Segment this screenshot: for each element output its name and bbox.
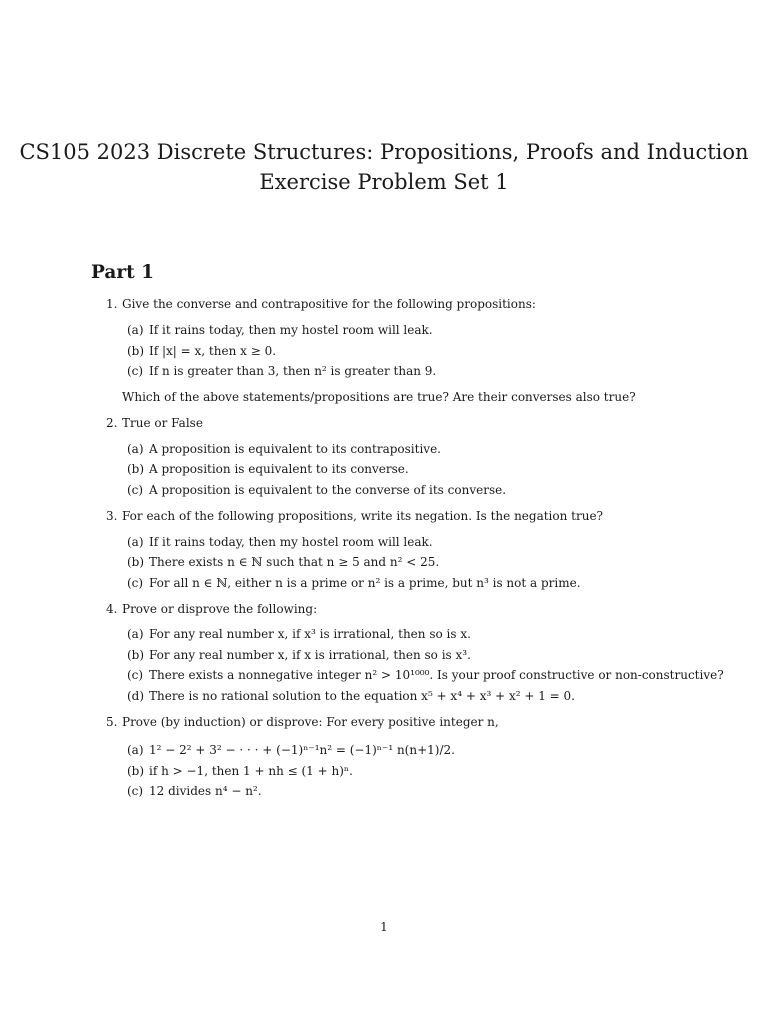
problem-4d-text: There is no rational solution to the equation x⁵ + x⁴ + x³ + x² + 1 = 0. (149, 689, 575, 703)
problem-2-text: True or False (122, 416, 203, 430)
problem-3-number: 3. (106, 509, 118, 523)
problem-5-number: 5. (106, 715, 118, 729)
problem-1b-label: (b) (127, 344, 145, 358)
problem-5a-label: (a) (127, 743, 144, 757)
problem-4-number: 4. (106, 602, 118, 616)
problem-2b-label: (b) (127, 462, 145, 476)
problem-5a-text: 1² − 2² + 3² − · · · + (−1)ⁿ⁻¹n² = (−1)ⁿ⁻¹ n(n+1)/2. (149, 743, 455, 757)
document-title-line-1: CS105 2023 Discrete Structures: Propositions, Proofs and Induction (19, 140, 749, 164)
page-number: 1 (380, 920, 388, 934)
problem-4b-label: (b) (127, 648, 145, 662)
problem-3-text: For each of the following propositions, write its negation. Is the negation true? (122, 509, 603, 523)
problem-5-text: Prove (by induction) or disprove: For every positive integer n, (122, 715, 499, 729)
section-heading: Part 1 (91, 262, 155, 283)
problem-4c-text: There exists a nonnegative integer n² > 10¹⁰⁰⁰. Is your proof constructive or non-constructive? (149, 668, 724, 682)
problem-3b-text: There exists n ∈ ℕ such that n ≥ 5 and n² < 25. (149, 555, 440, 569)
problem-3a-text: If it rains today, then my hostel room will leak. (149, 535, 433, 549)
problem-1a-text: If it rains today, then my hostel room will leak. (149, 323, 433, 337)
problem-4d-label: (d) (127, 689, 145, 703)
problem-5c-text: 12 divides n⁴ − n². (149, 784, 262, 798)
problem-5b-label: (b) (127, 764, 145, 778)
problem-1c-label: (c) (127, 364, 144, 378)
problem-2c-label: (c) (127, 483, 144, 497)
problem-4a-text: For any real number x, if x³ is irrational, then so is x. (149, 627, 471, 641)
problem-2b-text: A proposition is equivalent to its converse. (149, 462, 409, 476)
problem-4b-text: For any real number x, if x is irrational, then so is x³. (149, 648, 471, 662)
problem-1a-label: (a) (127, 323, 144, 337)
problem-5b-text: if h > −1, then 1 + nh ≤ (1 + h)ⁿ. (149, 764, 353, 778)
problem-3a-label: (a) (127, 535, 144, 549)
problem-1b-text: If |x| = x, then x ≥ 0. (149, 344, 277, 358)
problem-2c-text: A proposition is equivalent to the converse of its converse. (149, 483, 507, 497)
problem-5c-label: (c) (127, 784, 144, 798)
problem-4-text: Prove or disprove the following: (122, 602, 318, 616)
problem-1c-text: If n is greater than 3, then n² is greater than 9. (149, 364, 437, 378)
problem-2a-label: (a) (127, 442, 144, 456)
document-title-line-2: Exercise Problem Set 1 (259, 170, 509, 194)
problem-1-text: Give the converse and contrapositive for the following propositions: (122, 297, 536, 311)
problem-1-followup: Which of the above statements/propositions are true? Are their converses also true? (122, 390, 636, 404)
problem-4a-label: (a) (127, 627, 144, 641)
problem-4c-label: (c) (127, 668, 144, 682)
problem-1-number: 1. (106, 297, 118, 311)
problem-3c-label: (c) (127, 576, 144, 590)
problem-3c-text: For all n ∈ ℕ, either n is a prime or n² is a prime, but n³ is not a prime. (149, 576, 581, 590)
problem-3b-label: (b) (127, 555, 145, 569)
problem-2-number: 2. (106, 416, 118, 430)
problem-2a-text: A proposition is equivalent to its contrapositive. (149, 442, 441, 456)
